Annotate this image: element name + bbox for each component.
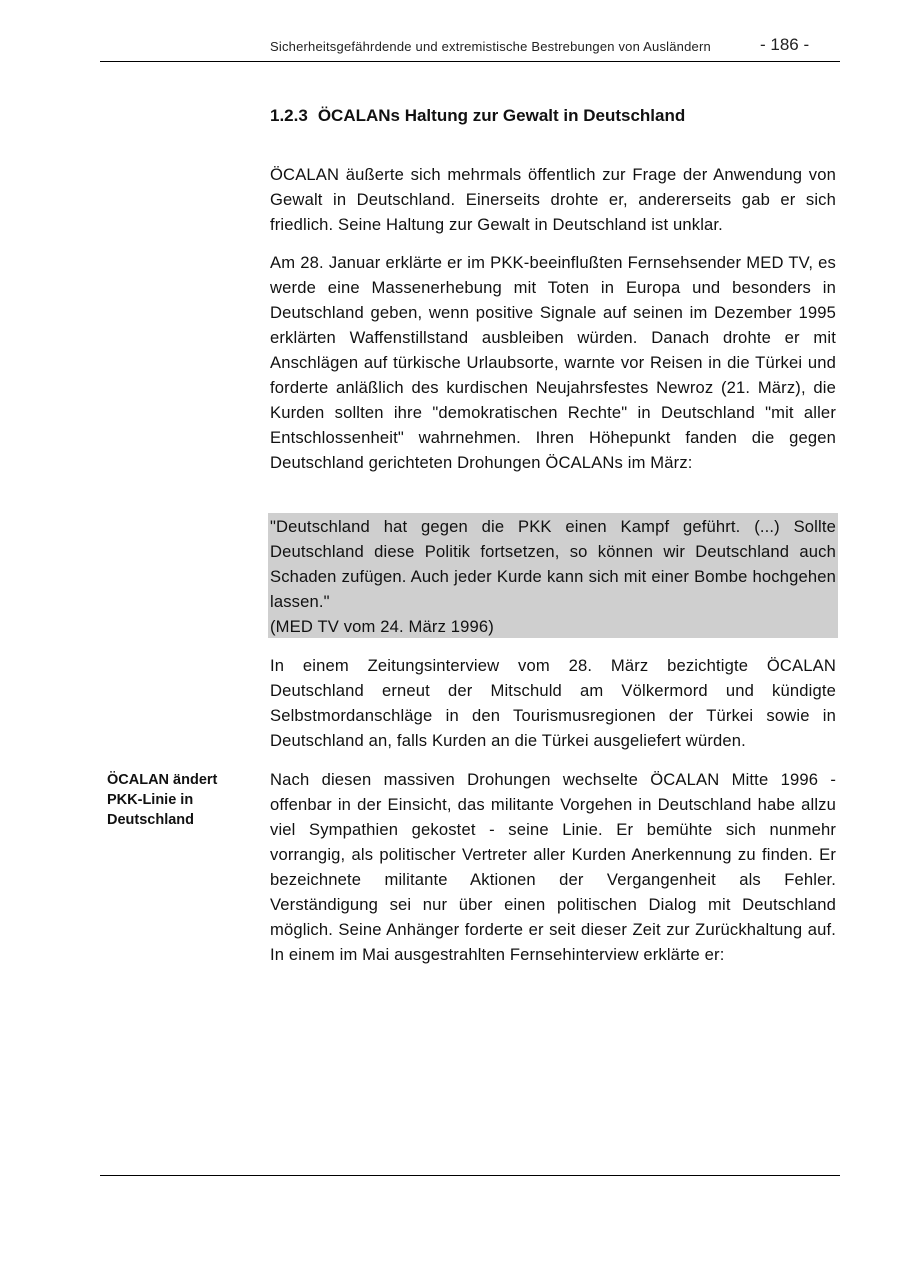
page-number: - 186 - <box>760 35 810 54</box>
section-heading <box>270 106 685 126</box>
quote-text: "Deutschland hat gegen die PKK einen Kampf geführt. (...) Sollte Deutschland diese Politik fortsetzen, so können wir Deutschland auch Schaden zufügen. Auch jeder Kurde kann sich mit einer Bombe hochgehen lassen." <box>270 517 836 611</box>
margin-note <box>107 770 257 830</box>
margin-note-line: PKK-Linie in <box>107 792 194 808</box>
quote-source: (MED TV vom 24. März 1996) <box>270 617 494 636</box>
margin-note-line: Deutschland <box>107 812 195 828</box>
section-number: 1.2.3 <box>270 106 308 125</box>
quote-block <box>268 513 838 638</box>
page-header <box>100 33 840 62</box>
paragraph-change-of-line: Nach diesen massiven Drohungen wechselte ÖCALAN Mitte 1996 - offenbar in der Einsicht, das militante Vorgehen in Deutschland habe allzu viel Sympathien gekostet - seine Linie. Er bemühte sich nunmehr vorrangig, als politischer Vertreter aller Kurden Anerkennung zu finden. Er bezeichnete militante Aktionen der Vergangenheit als Fehler. Verständigung sei nur über einen politischen Dialog mit Deutschland möglich. Seine Anhänger forderte er seit dieser Zeit zur Zurückhaltung auf. In einem im Mai ausgestrahlten Fernsehinterview erklärte er: <box>270 770 836 964</box>
footer-divider <box>100 1175 840 1176</box>
paragraph-january-statement: Am 28. Januar erklärte er im PKK-beeinflußten Fernsehsender MED TV, es werde eine Massenerhebung mit Toten in Europa und besonders in Deutschland geben, wenn positive Signale auf seinen im Dezember 1995 erklärten Waffenstillstand ausbleiben würden. Danach drohte er mit Anschlägen auf türkische Urlaubsorte, warnte vor Reisen in die Türkei und forderte anläßlich des kurdischen Neujahrsfestes Newroz (21. März), die Kurden sollten ihre "demokratischen Rechte" in Deutschland "mit aller Entschlossenheit" wahrnehmen. Ihren Höhepunkt fanden die gegen Deutschland gerichteten Drohungen ÖCALANs im März: <box>270 253 836 472</box>
margin-note-line: ÖCALAN ändert <box>107 772 218 788</box>
section-title: ÖCALANs Haltung zur Gewalt in Deutschland <box>317 106 686 125</box>
paragraph-intro: ÖCALAN äußerte sich mehrmals öffentlich zur Frage der Anwendung von Gewalt in Deutschland. Einerseits drohte er, andererseits gab er sich friedlich. Seine Haltung zur Gewalt in Deutschland ist unklar. <box>270 165 836 234</box>
paragraph-newspaper-interview: In einem Zeitungsinterview vom 28. März bezichtigte ÖCALAN Deutschland erneut der Mitschuld am Völkermord und kündigte Selbstmordanschläge in den Tourismusregionen der Türkei sowie in Deutschland an, falls Kurden an die Türkei ausgeliefert würden. <box>270 656 836 750</box>
running-header-title: Sicherheitsgefährdende und extremistische Bestrebungen von Ausländern <box>270 39 711 54</box>
